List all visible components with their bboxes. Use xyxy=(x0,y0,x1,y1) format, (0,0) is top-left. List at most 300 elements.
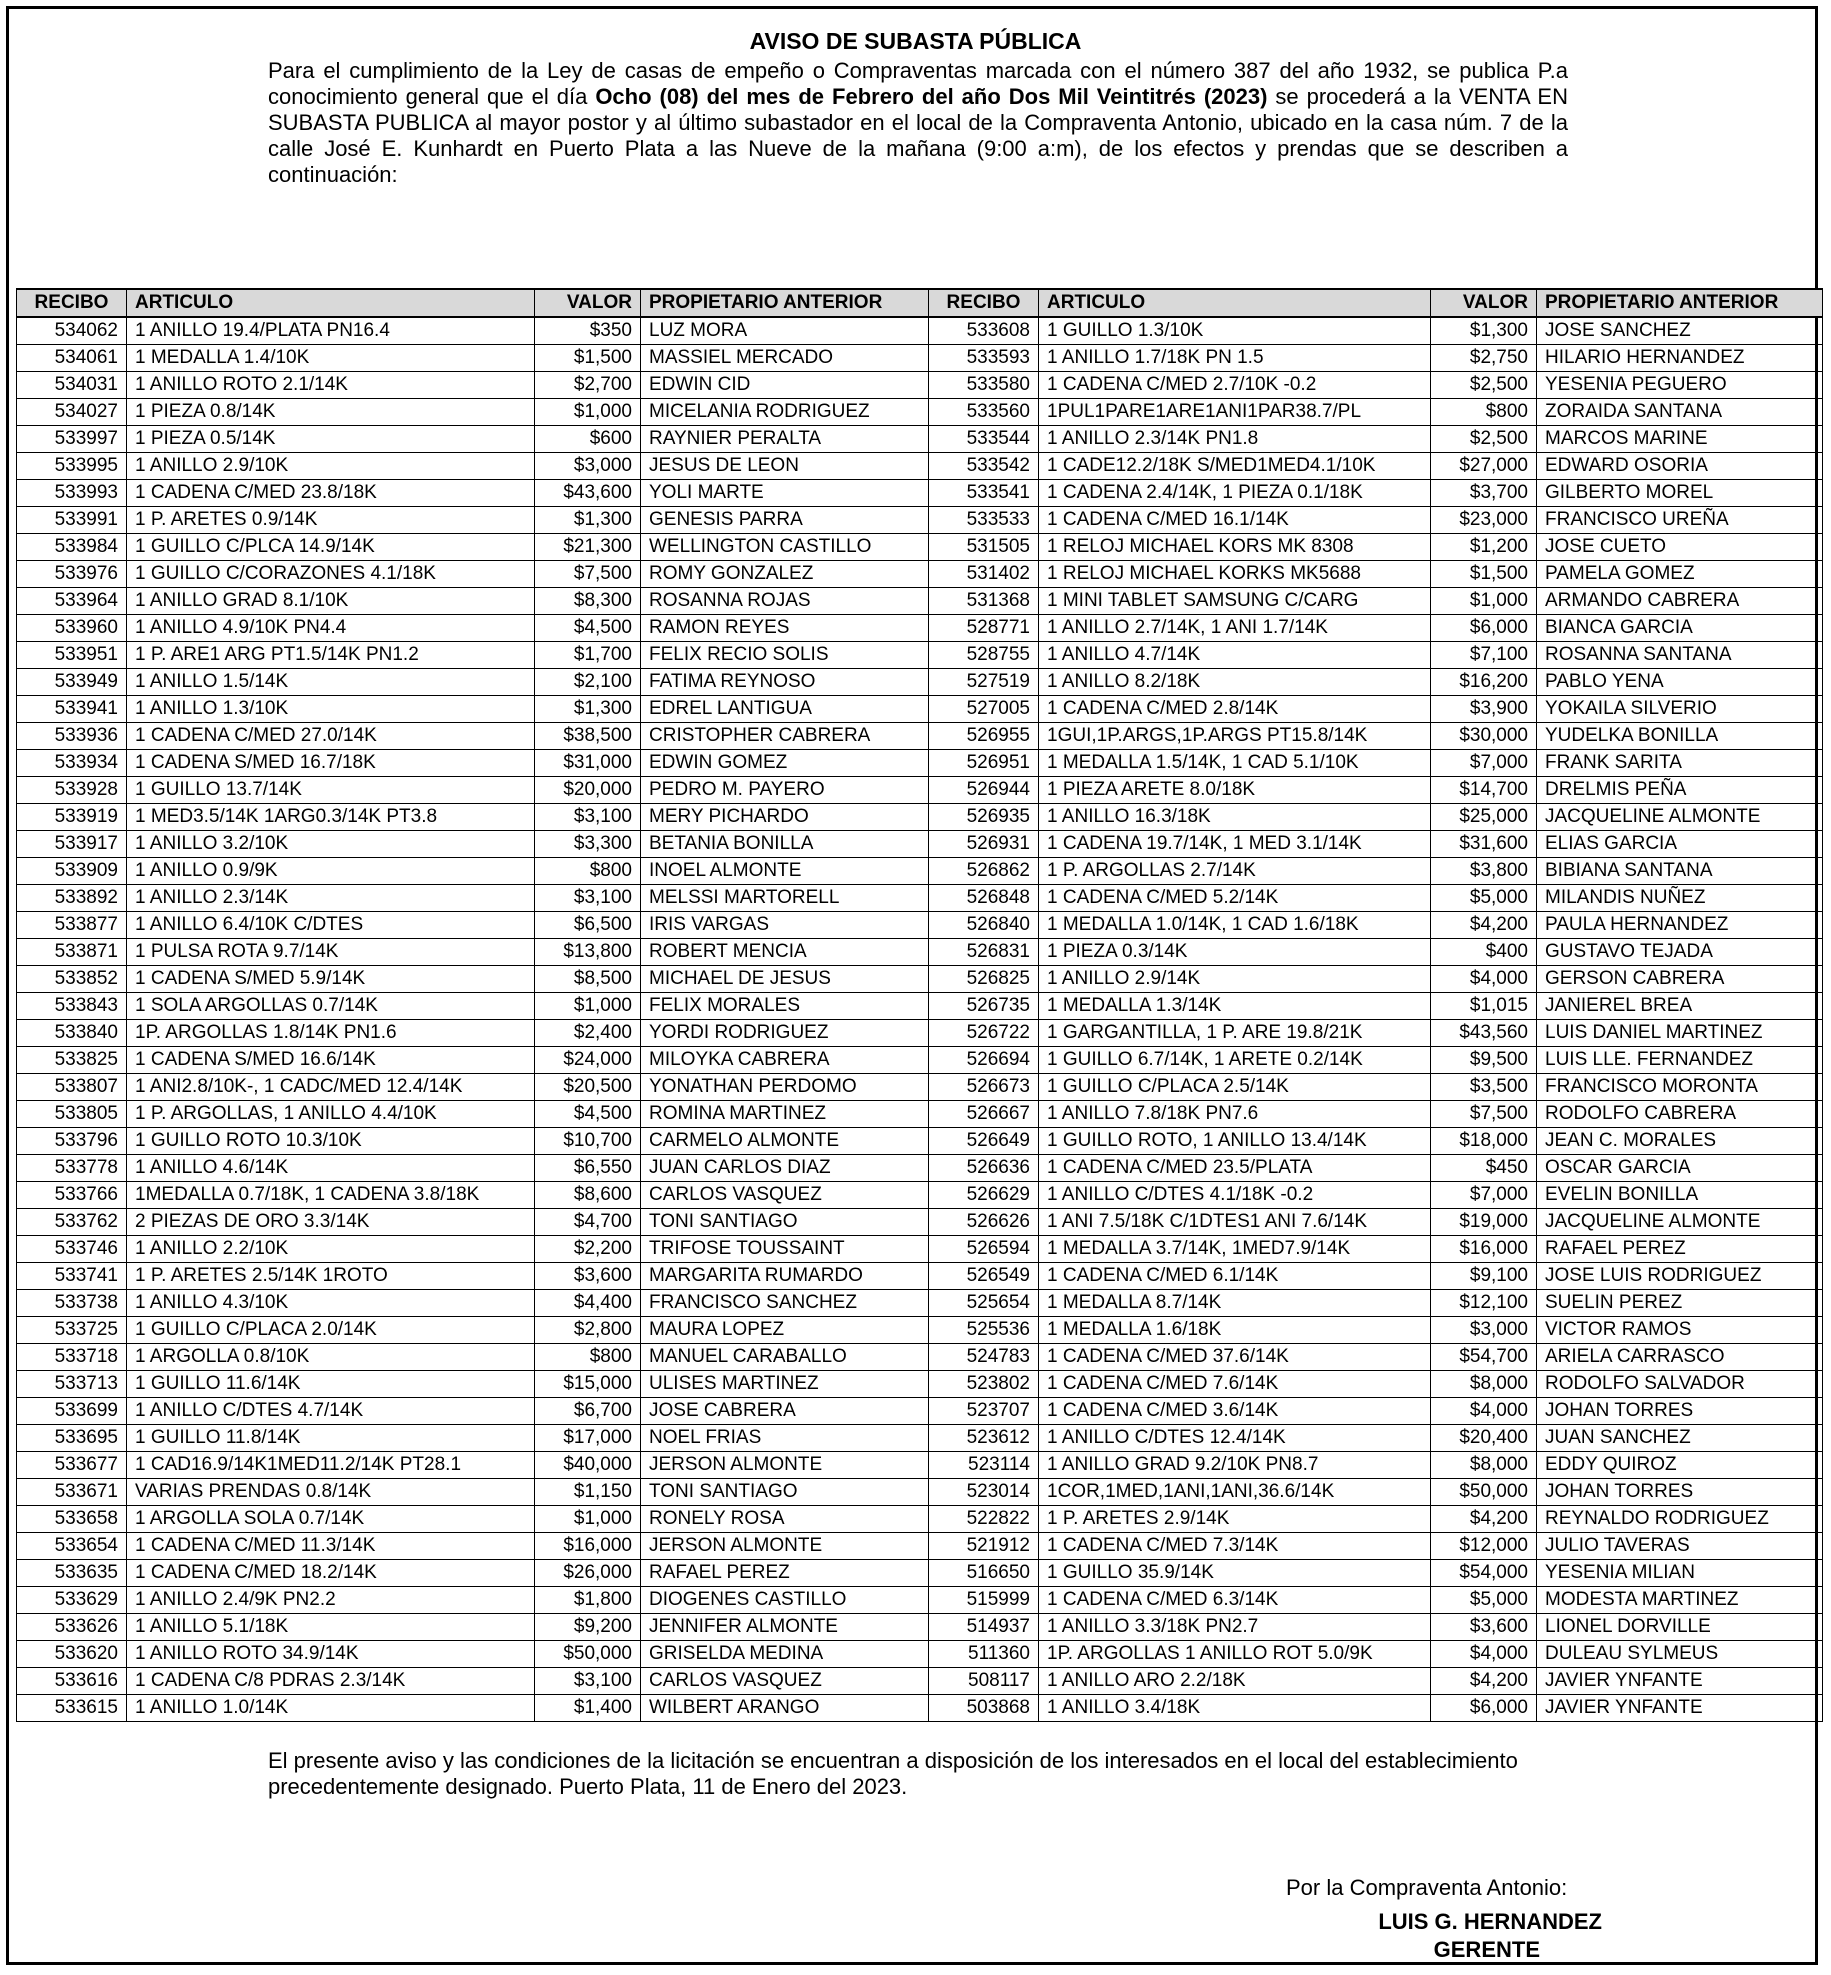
cell-propietario: WILBERT ARANGO xyxy=(641,1695,929,1722)
cell-valor: $15,000 xyxy=(535,1371,641,1398)
table-row xyxy=(17,1047,1823,1074)
cell-recibo: 533877 xyxy=(17,912,127,939)
cell-articulo: 1 MEDALLA 1.4/10K xyxy=(127,345,535,372)
cell-articulo: 2 PIEZAS DE ORO 3.3/14K xyxy=(127,1209,535,1236)
cell-propietario: JACQUELINE ALMONTE xyxy=(1537,804,1823,831)
cell-articulo: 1 ANILLO C/DTES 12.4/14K xyxy=(1039,1425,1431,1452)
cell-valor: $3,500 xyxy=(1431,1074,1537,1101)
cell-recibo: 533991 xyxy=(17,507,127,534)
cell-valor: $23,000 xyxy=(1431,507,1537,534)
cell-valor: $2,800 xyxy=(535,1317,641,1344)
table-row xyxy=(17,1560,1823,1587)
cell-valor: $2,500 xyxy=(1431,426,1537,453)
cell-valor: $800 xyxy=(535,858,641,885)
cell-propietario: FATIMA REYNOSO xyxy=(641,669,929,696)
cell-propietario: MASSIEL MERCADO xyxy=(641,345,929,372)
cell-articulo: 1 GUILLO 11.8/14K xyxy=(127,1425,535,1452)
cell-articulo: 1 CADENA C/MED 37.6/14K xyxy=(1039,1344,1431,1371)
table-row xyxy=(17,750,1823,777)
cell-articulo: 1 CADENA S/MED 16.7/18K xyxy=(127,750,535,777)
cell-recibo: 526673 xyxy=(929,1074,1039,1101)
cell-articulo: 1 ANILLO 3.3/18K PN2.7 xyxy=(1039,1614,1431,1641)
cell-articulo: 1 CADENA S/MED 5.9/14K xyxy=(127,966,535,993)
table-body xyxy=(17,317,1823,1722)
table-row xyxy=(17,1668,1823,1695)
header-propietario: PROPIETARIO ANTERIOR xyxy=(641,289,929,317)
cell-valor: $450 xyxy=(1431,1155,1537,1182)
cell-articulo: 1 P. ARETES 2.5/14K 1ROTO xyxy=(127,1263,535,1290)
cell-valor: $50,000 xyxy=(535,1641,641,1668)
table-row xyxy=(17,1344,1823,1371)
cell-propietario: EDWARD OSORIA xyxy=(1537,453,1823,480)
cell-recibo: 523014 xyxy=(929,1479,1039,1506)
cell-recibo: 533778 xyxy=(17,1155,127,1182)
cell-valor: $600 xyxy=(535,426,641,453)
cell-articulo: 1 ANILLO 2.2/10K xyxy=(127,1236,535,1263)
cell-valor: $8,000 xyxy=(1431,1452,1537,1479)
cell-propietario: RAFAEL PEREZ xyxy=(1537,1236,1823,1263)
cell-recibo: 533941 xyxy=(17,696,127,723)
cell-articulo: 1PUL1PARE1ARE1ANI1PAR38.7/PL xyxy=(1039,399,1431,426)
cell-articulo: 1P. ARGOLLAS 1.8/14K PN1.6 xyxy=(127,1020,535,1047)
cell-recibo: 526626 xyxy=(929,1209,1039,1236)
cell-articulo: 1 ANILLO 0.9/9K xyxy=(127,858,535,885)
cell-valor: $21,300 xyxy=(535,534,641,561)
cell-propietario: SUELIN PEREZ xyxy=(1537,1290,1823,1317)
cell-articulo: 1 MEDALLA 3.7/14K, 1MED7.9/14K xyxy=(1039,1236,1431,1263)
cell-recibo: 533805 xyxy=(17,1101,127,1128)
cell-recibo: 526636 xyxy=(929,1155,1039,1182)
cell-valor: $4,000 xyxy=(1431,1398,1537,1425)
cell-articulo: 1 CADENA C/MED 2.7/10K -0.2 xyxy=(1039,372,1431,399)
cell-recibo: 533976 xyxy=(17,561,127,588)
cell-valor: $4,200 xyxy=(1431,1506,1537,1533)
cell-propietario: YOKAILA SILVERIO xyxy=(1537,696,1823,723)
cell-propietario: MERY PICHARDO xyxy=(641,804,929,831)
cell-valor: $8,000 xyxy=(1431,1371,1537,1398)
table-row xyxy=(17,345,1823,372)
cell-propietario: PAULA HERNANDEZ xyxy=(1537,912,1823,939)
cell-articulo: 1 ANILLO 4.6/14K xyxy=(127,1155,535,1182)
cell-propietario: JOSE LUIS RODRIGUEZ xyxy=(1537,1263,1823,1290)
cell-recibo: 533699 xyxy=(17,1398,127,1425)
cell-recibo: 526629 xyxy=(929,1182,1039,1209)
cell-propietario: ROSANNA ROJAS xyxy=(641,588,929,615)
table-row xyxy=(17,1506,1823,1533)
cell-valor: $2,400 xyxy=(535,1020,641,1047)
cell-valor: $20,400 xyxy=(1431,1425,1537,1452)
cell-recibo: 533533 xyxy=(929,507,1039,534)
cell-articulo: 1 GUILLO C/PLACA 2.0/14K xyxy=(127,1317,535,1344)
signature-name: LUIS G. HERNANDEZ xyxy=(1378,1909,1602,1934)
cell-valor: $400 xyxy=(1431,939,1537,966)
table-row xyxy=(17,1641,1823,1668)
cell-recibo: 533843 xyxy=(17,993,127,1020)
cell-valor: $3,000 xyxy=(1431,1317,1537,1344)
cell-propietario: GENESIS PARRA xyxy=(641,507,929,534)
cell-propietario: JUAN SANCHEZ xyxy=(1537,1425,1823,1452)
cell-valor: $19,000 xyxy=(1431,1209,1537,1236)
cell-propietario: FRANCISCO SANCHEZ xyxy=(641,1290,929,1317)
cell-propietario: EVELIN BONILLA xyxy=(1537,1182,1823,1209)
cell-valor: $3,300 xyxy=(535,831,641,858)
cell-valor: $8,300 xyxy=(535,588,641,615)
cell-propietario: REYNALDO RODRIGUEZ xyxy=(1537,1506,1823,1533)
cell-propietario: JERSON ALMONTE xyxy=(641,1452,929,1479)
cell-propietario: PAMELA GOMEZ xyxy=(1537,561,1823,588)
table-row xyxy=(17,372,1823,399)
cell-articulo: 1 ANILLO ARO 2.2/18K xyxy=(1039,1668,1431,1695)
table-row xyxy=(17,1020,1823,1047)
cell-recibo: 526931 xyxy=(929,831,1039,858)
cell-propietario: MICELANIA RODRIGUEZ xyxy=(641,399,929,426)
cell-valor: $43,560 xyxy=(1431,1020,1537,1047)
cell-propietario: ROSANNA SANTANA xyxy=(1537,642,1823,669)
cell-valor: $800 xyxy=(1431,399,1537,426)
cell-articulo: 1 ANILLO 3.2/10K xyxy=(127,831,535,858)
cell-recibo: 526649 xyxy=(929,1128,1039,1155)
signature-block xyxy=(1286,1875,1606,1964)
table-row xyxy=(17,453,1823,480)
cell-valor: $3,600 xyxy=(535,1263,641,1290)
cell-valor: $12,100 xyxy=(1431,1290,1537,1317)
cell-propietario: JOHAN TORRES xyxy=(1537,1479,1823,1506)
cell-valor: $1,200 xyxy=(1431,534,1537,561)
table-row xyxy=(17,507,1823,534)
cell-valor: $16,200 xyxy=(1431,669,1537,696)
cell-articulo: 1 CADENA C/MED 6.1/14K xyxy=(1039,1263,1431,1290)
cell-recibo: 533928 xyxy=(17,777,127,804)
cell-valor: $1,000 xyxy=(535,399,641,426)
cell-recibo: 534061 xyxy=(17,345,127,372)
cell-valor: $7,500 xyxy=(1431,1101,1537,1128)
cell-recibo: 508117 xyxy=(929,1668,1039,1695)
auction-table xyxy=(16,288,1823,1722)
cell-recibo: 534031 xyxy=(17,372,127,399)
cell-articulo: 1 RELOJ MICHAEL KORS MK 8308 xyxy=(1039,534,1431,561)
cell-articulo: 1 CADENA C/MED 2.8/14K xyxy=(1039,696,1431,723)
cell-valor: $6,500 xyxy=(535,912,641,939)
table-row xyxy=(17,1587,1823,1614)
cell-valor: $5,000 xyxy=(1431,885,1537,912)
cell-articulo: 1 P. ARGOLLAS, 1 ANILLO 4.4/10K xyxy=(127,1101,535,1128)
notice-title: AVISO DE SUBASTA PÚBLICA xyxy=(749,28,1082,54)
cell-articulo: 1 PULSA ROTA 9.7/14K xyxy=(127,939,535,966)
cell-propietario: MANUEL CARABALLO xyxy=(641,1344,929,1371)
cell-propietario: YOLI MARTE xyxy=(641,480,929,507)
cell-valor: $3,000 xyxy=(535,453,641,480)
intro-text-1: Para el cumplimiento de la Ley de casas de empeño o Compraventas marcada con el número 387 del año 1932, se publica P.a conocimiento general que el día xyxy=(268,58,1568,109)
cell-propietario: ZORAIDA SANTANA xyxy=(1537,399,1823,426)
cell-recibo: 533807 xyxy=(17,1074,127,1101)
cell-propietario: FRANCISCO UREÑA xyxy=(1537,507,1823,534)
cell-propietario: LIONEL DORVILLE xyxy=(1537,1614,1823,1641)
cell-propietario: JUAN CARLOS DIAZ xyxy=(641,1155,929,1182)
cell-recibo: 533825 xyxy=(17,1047,127,1074)
cell-articulo: 1 ANILLO 7.8/18K PN7.6 xyxy=(1039,1101,1431,1128)
cell-recibo: 516650 xyxy=(929,1560,1039,1587)
cell-propietario: GILBERTO MOREL xyxy=(1537,480,1823,507)
cell-recibo: 533608 xyxy=(929,317,1039,345)
table-row xyxy=(17,615,1823,642)
cell-propietario: ARMANDO CABRERA xyxy=(1537,588,1823,615)
cell-recibo: 526848 xyxy=(929,885,1039,912)
table-row xyxy=(17,1101,1823,1128)
cell-recibo: 533542 xyxy=(929,453,1039,480)
cell-recibo: 533741 xyxy=(17,1263,127,1290)
cell-recibo: 533593 xyxy=(929,345,1039,372)
cell-recibo: 522822 xyxy=(929,1506,1039,1533)
table-row xyxy=(17,966,1823,993)
cell-recibo: 514937 xyxy=(929,1614,1039,1641)
cell-articulo: 1 ANILLO C/DTES 4.7/14K xyxy=(127,1398,535,1425)
table-row xyxy=(17,642,1823,669)
cell-valor: $20,000 xyxy=(535,777,641,804)
cell-recibo: 527005 xyxy=(929,696,1039,723)
cell-propietario: DRELMIS PEÑA xyxy=(1537,777,1823,804)
cell-recibo: 524783 xyxy=(929,1344,1039,1371)
cell-recibo: 531505 xyxy=(929,534,1039,561)
cell-valor: $20,500 xyxy=(535,1074,641,1101)
cell-valor: $4,500 xyxy=(535,1101,641,1128)
cell-articulo: 1 CADENA C/MED 23.8/18K xyxy=(127,480,535,507)
cell-propietario: MELSSI MARTORELL xyxy=(641,885,929,912)
table-row xyxy=(17,1425,1823,1452)
cell-recibo: 533725 xyxy=(17,1317,127,1344)
cell-propietario: HILARIO HERNANDEZ xyxy=(1537,345,1823,372)
cell-propietario: CARMELO ALMONTE xyxy=(641,1128,929,1155)
table-row xyxy=(17,1182,1823,1209)
cell-articulo: 1 MEDALLA 8.7/14K xyxy=(1039,1290,1431,1317)
table-row xyxy=(17,588,1823,615)
cell-propietario: WELLINGTON CASTILLO xyxy=(641,534,929,561)
cell-recibo: 531368 xyxy=(929,588,1039,615)
cell-propietario: TONI SANTIAGO xyxy=(641,1209,929,1236)
cell-recibo: 526694 xyxy=(929,1047,1039,1074)
cell-articulo: 1 CADENA C/MED 5.2/14K xyxy=(1039,885,1431,912)
table-row xyxy=(17,885,1823,912)
cell-articulo: 1 ANILLO 4.3/10K xyxy=(127,1290,535,1317)
cell-valor: $1,015 xyxy=(1431,993,1537,1020)
cell-valor: $30,000 xyxy=(1431,723,1537,750)
cell-articulo: 1COR,1MED,1ANI,1ANI,36.6/14K xyxy=(1039,1479,1431,1506)
cell-propietario: RODOLFO CABRERA xyxy=(1537,1101,1823,1128)
table-row xyxy=(17,696,1823,723)
cell-propietario: EDDY QUIROZ xyxy=(1537,1452,1823,1479)
cell-valor: $26,000 xyxy=(535,1560,641,1587)
cell-articulo: 1 ANILLO 6.4/10K C/DTES xyxy=(127,912,535,939)
cell-articulo: 1 ANILLO 8.2/18K xyxy=(1039,669,1431,696)
cell-articulo: 1 ANILLO 1.7/18K PN 1.5 xyxy=(1039,345,1431,372)
table-row xyxy=(17,1209,1823,1236)
cell-recibo: 533766 xyxy=(17,1182,127,1209)
cell-propietario: JANIEREL BREA xyxy=(1537,993,1823,1020)
cell-articulo: 1 CADENA C/MED 7.3/14K xyxy=(1039,1533,1431,1560)
cell-articulo: 1 MED3.5/14K 1ARG0.3/14K PT3.8 xyxy=(127,804,535,831)
cell-articulo: 1 MEDALLA 1.0/14K, 1 CAD 1.6/18K xyxy=(1039,912,1431,939)
cell-propietario: BIANCA GARCIA xyxy=(1537,615,1823,642)
header-valor: VALOR xyxy=(1431,289,1537,317)
cell-propietario: YORDI RODRIGUEZ xyxy=(641,1020,929,1047)
cell-articulo: 1 ANILLO 1.5/14K xyxy=(127,669,535,696)
cell-recibo: 533951 xyxy=(17,642,127,669)
cell-articulo: 1 GUILLO ROTO, 1 ANILLO 13.4/14K xyxy=(1039,1128,1431,1155)
cell-valor: $16,000 xyxy=(1431,1236,1537,1263)
cell-propietario: LUIS LLE. FERNANDEZ xyxy=(1537,1047,1823,1074)
cell-valor: $1,150 xyxy=(535,1479,641,1506)
cell-recibo: 526825 xyxy=(929,966,1039,993)
cell-valor: $9,500 xyxy=(1431,1047,1537,1074)
cell-valor: $7,000 xyxy=(1431,1182,1537,1209)
cell-valor: $5,000 xyxy=(1431,1587,1537,1614)
cell-articulo: 1 GUILLO 11.6/14K xyxy=(127,1371,535,1398)
cell-propietario: IRIS VARGAS xyxy=(641,912,929,939)
cell-propietario: RONELY ROSA xyxy=(641,1506,929,1533)
table-row xyxy=(17,1479,1823,1506)
cell-articulo: 1 CADENA C/MED 16.1/14K xyxy=(1039,507,1431,534)
cell-recibo: 533993 xyxy=(17,480,127,507)
cell-valor: $6,000 xyxy=(1431,615,1537,642)
cell-valor: $31,600 xyxy=(1431,831,1537,858)
cell-articulo: 1 GUILLO C/PLCA 14.9/14K xyxy=(127,534,535,561)
cell-articulo: 1 ANILLO 5.1/18K xyxy=(127,1614,535,1641)
cell-valor: $2,500 xyxy=(1431,372,1537,399)
cell-recibo: 533762 xyxy=(17,1209,127,1236)
cell-articulo: 1 ANILLO 1.0/14K xyxy=(127,1695,535,1722)
table-row xyxy=(17,777,1823,804)
table-row xyxy=(17,1533,1823,1560)
cell-valor: $4,500 xyxy=(535,615,641,642)
cell-propietario: TONI SANTIAGO xyxy=(641,1479,929,1506)
cell-valor: $1,000 xyxy=(535,993,641,1020)
cell-recibo: 523114 xyxy=(929,1452,1039,1479)
cell-articulo: 1MEDALLA 0.7/18K, 1 CADENA 3.8/18K xyxy=(127,1182,535,1209)
cell-propietario: MODESTA MARTINEZ xyxy=(1537,1587,1823,1614)
cell-valor: $17,000 xyxy=(535,1425,641,1452)
cell-articulo: 1 PIEZA 0.5/14K xyxy=(127,426,535,453)
signature-title: GERENTE xyxy=(1433,1937,1540,1962)
cell-propietario: LUIS DANIEL MARTINEZ xyxy=(1537,1020,1823,1047)
cell-recibo: 525536 xyxy=(929,1317,1039,1344)
cell-propietario: DULEAU SYLMEUS xyxy=(1537,1641,1823,1668)
cell-articulo: VARIAS PRENDAS 0.8/14K xyxy=(127,1479,535,1506)
cell-propietario: FRANK SARITA xyxy=(1537,750,1823,777)
cell-recibo: 526549 xyxy=(929,1263,1039,1290)
cell-propietario: PABLO YENA xyxy=(1537,669,1823,696)
cell-recibo: 533852 xyxy=(17,966,127,993)
cell-articulo: 1 RELOJ MICHAEL KORKS MK5688 xyxy=(1039,561,1431,588)
cell-articulo: 1 CADENA C/8 PDRAS 2.3/14K xyxy=(127,1668,535,1695)
cell-valor: $3,100 xyxy=(535,804,641,831)
table-row xyxy=(17,1155,1823,1182)
cell-valor: $2,750 xyxy=(1431,345,1537,372)
cell-valor: $6,700 xyxy=(535,1398,641,1425)
cell-propietario: MICHAEL DE JESUS xyxy=(641,966,929,993)
cell-articulo: 1 PIEZA ARETE 8.0/18K xyxy=(1039,777,1431,804)
table-row xyxy=(17,1290,1823,1317)
cell-propietario: YESENIA MILIAN xyxy=(1537,1560,1823,1587)
cell-recibo: 533635 xyxy=(17,1560,127,1587)
cell-valor: $4,000 xyxy=(1431,1641,1537,1668)
cell-recibo: 523707 xyxy=(929,1398,1039,1425)
cell-recibo: 533936 xyxy=(17,723,127,750)
cell-articulo: 1 ANILLO 4.9/10K PN4.4 xyxy=(127,615,535,642)
table-header-row xyxy=(17,289,1823,317)
cell-recibo: 526862 xyxy=(929,858,1039,885)
cell-recibo: 526667 xyxy=(929,1101,1039,1128)
cell-articulo: 1 CADENA C/MED 6.3/14K xyxy=(1039,1587,1431,1614)
cell-articulo: 1 ANILLO 2.7/14K, 1 ANI 1.7/14K xyxy=(1039,615,1431,642)
cell-recibo: 533671 xyxy=(17,1479,127,1506)
table-row xyxy=(17,723,1823,750)
cell-articulo: 1 CADENA C/MED 18.2/14K xyxy=(127,1560,535,1587)
cell-valor: $27,000 xyxy=(1431,453,1537,480)
cell-propietario: ROBERT MENCIA xyxy=(641,939,929,966)
cell-recibo: 526951 xyxy=(929,750,1039,777)
cell-propietario: JAVIER YNFANTE xyxy=(1537,1695,1823,1722)
cell-propietario: MILOYKA CABRERA xyxy=(641,1047,929,1074)
cell-valor: $3,900 xyxy=(1431,696,1537,723)
table-row xyxy=(17,831,1823,858)
cell-valor: $3,600 xyxy=(1431,1614,1537,1641)
cell-valor: $3,100 xyxy=(535,1668,641,1695)
table-row xyxy=(17,426,1823,453)
cell-recibo: 526935 xyxy=(929,804,1039,831)
cell-articulo: 1 ANILLO 3.4/18K xyxy=(1039,1695,1431,1722)
cell-propietario: CRISTOPHER CABRERA xyxy=(641,723,929,750)
cell-valor: $8,500 xyxy=(535,966,641,993)
cell-propietario: JACQUELINE ALMONTE xyxy=(1537,1209,1823,1236)
cell-articulo: 1 ANILLO 2.9/14K xyxy=(1039,966,1431,993)
cell-propietario: YESENIA PEGUERO xyxy=(1537,372,1823,399)
cell-articulo: 1 MEDALLA 1.5/14K, 1 CAD 5.1/10K xyxy=(1039,750,1431,777)
cell-valor: $6,000 xyxy=(1431,1695,1537,1722)
cell-propietario: OSCAR GARCIA xyxy=(1537,1155,1823,1182)
cell-propietario: GRISELDA MEDINA xyxy=(641,1641,929,1668)
cell-propietario: RAFAEL PEREZ xyxy=(641,1560,929,1587)
cell-articulo: 1 SOLA ARGOLLAS 0.7/14K xyxy=(127,993,535,1020)
cell-articulo: 1 MEDALLA 1.6/18K xyxy=(1039,1317,1431,1344)
cell-propietario: JULIO TAVERAS xyxy=(1537,1533,1823,1560)
cell-recibo: 533997 xyxy=(17,426,127,453)
cell-articulo: 1 GUILLO 1.3/10K xyxy=(1039,317,1431,345)
cell-recibo: 533620 xyxy=(17,1641,127,1668)
cell-articulo: 1 CADENA 19.7/14K, 1 MED 3.1/14K xyxy=(1039,831,1431,858)
cell-propietario: FELIX RECIO SOLIS xyxy=(641,642,929,669)
cell-propietario: JOSE SANCHEZ xyxy=(1537,317,1823,345)
cell-articulo: 1 ARGOLLA 0.8/10K xyxy=(127,1344,535,1371)
cell-articulo: 1 CADENA 2.4/14K, 1 PIEZA 0.1/18K xyxy=(1039,480,1431,507)
cell-valor: $2,100 xyxy=(535,669,641,696)
cell-propietario: CARLOS VASQUEZ xyxy=(641,1182,929,1209)
table-row xyxy=(17,1317,1823,1344)
cell-valor: $8,600 xyxy=(535,1182,641,1209)
cell-recibo: 533934 xyxy=(17,750,127,777)
cell-propietario: BIBIANA SANTANA xyxy=(1537,858,1823,885)
cell-propietario: YUDELKA BONILLA xyxy=(1537,723,1823,750)
cell-recibo: 528755 xyxy=(929,642,1039,669)
cell-recibo: 533840 xyxy=(17,1020,127,1047)
cell-recibo: 528771 xyxy=(929,615,1039,642)
header-articulo: ARTICULO xyxy=(1039,289,1431,317)
cell-articulo: 1P. ARGOLLAS 1 ANILLO ROT 5.0/9K xyxy=(1039,1641,1431,1668)
cell-valor: $7,000 xyxy=(1431,750,1537,777)
cell-propietario: BETANIA BONILLA xyxy=(641,831,929,858)
cell-propietario: MARCOS MARINE xyxy=(1537,426,1823,453)
cell-articulo: 1 ANILLO 4.7/14K xyxy=(1039,642,1431,669)
cell-recibo: 534027 xyxy=(17,399,127,426)
cell-propietario: EDWIN GOMEZ xyxy=(641,750,929,777)
